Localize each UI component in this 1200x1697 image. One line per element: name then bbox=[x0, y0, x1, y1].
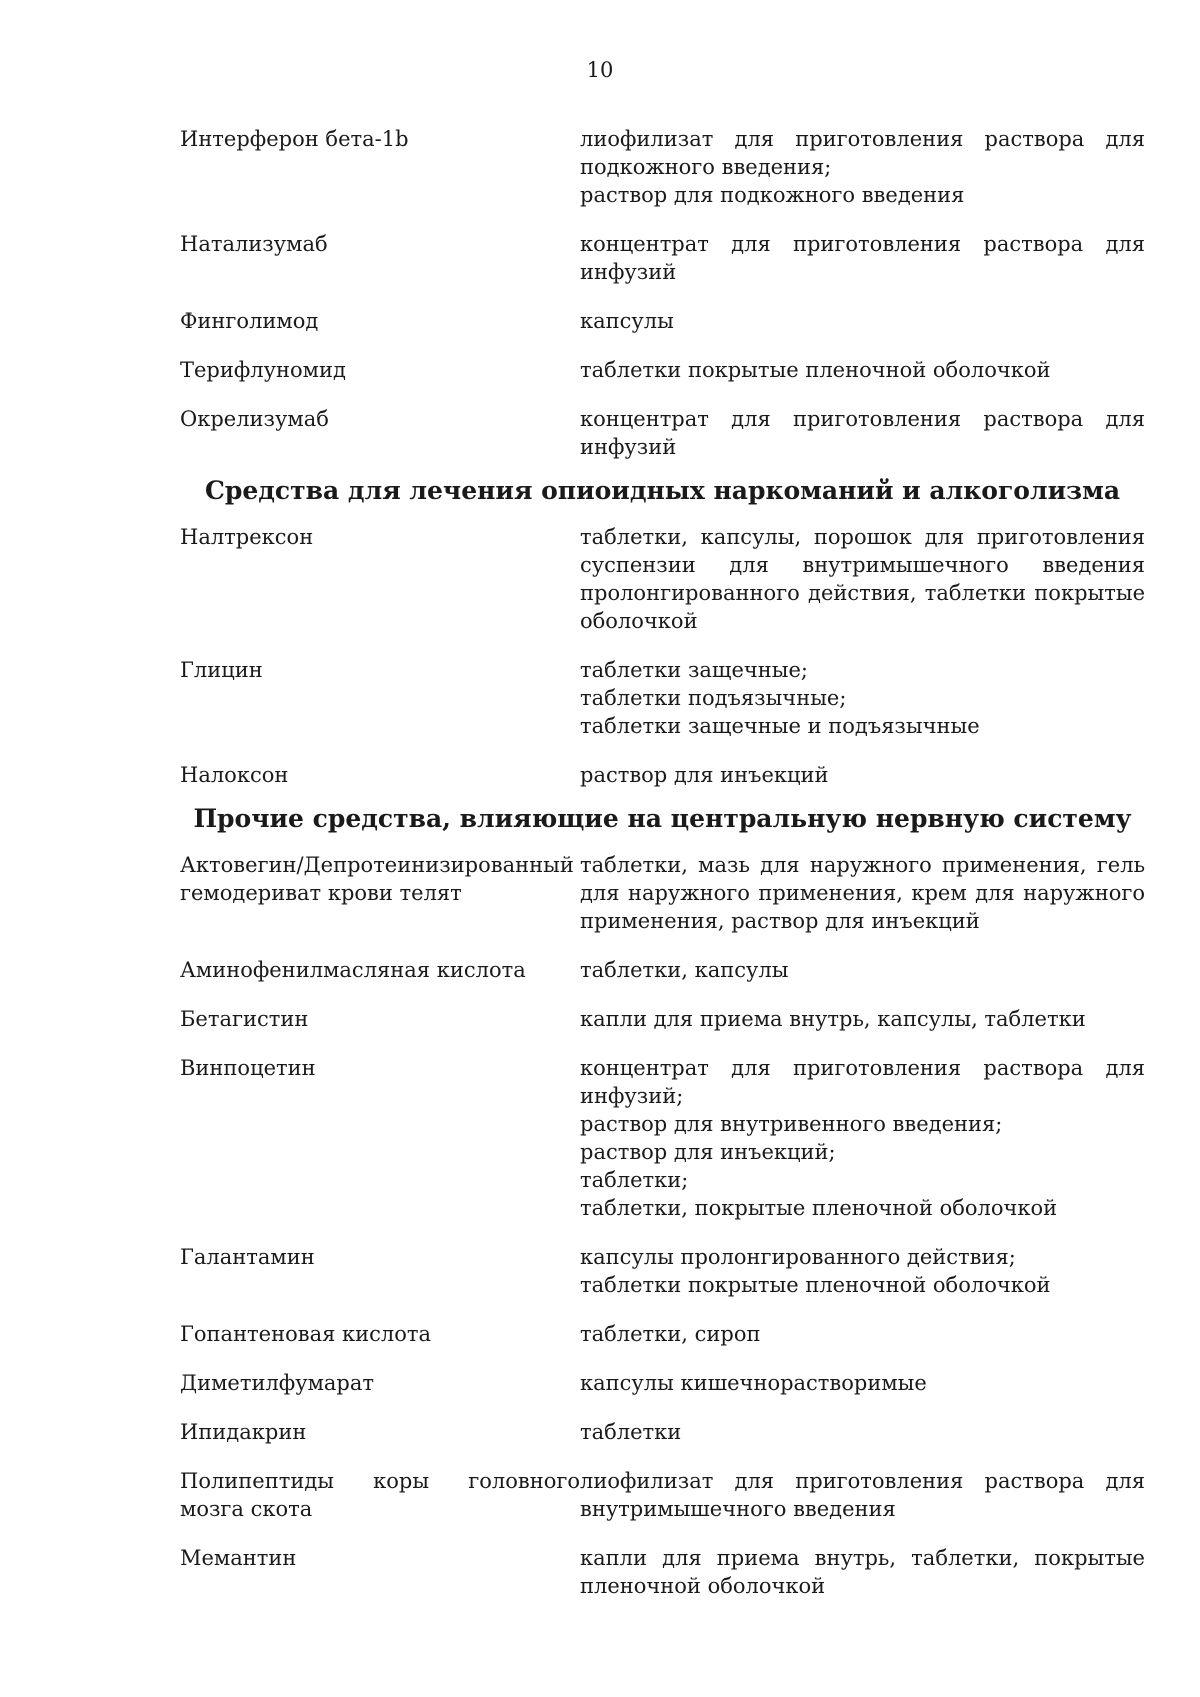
group-2 bbox=[180, 523, 1145, 789]
dosage-forms bbox=[580, 307, 1145, 335]
drug-row bbox=[180, 523, 1145, 635]
dosage-form-line: таблетки, сироп bbox=[580, 1322, 761, 1346]
dosage-forms bbox=[580, 230, 1145, 286]
dosage-form-line: таблетки bbox=[580, 1420, 682, 1444]
dosage-forms bbox=[580, 1054, 1145, 1222]
dosage-forms bbox=[580, 956, 1145, 984]
drug-row bbox=[180, 307, 1145, 335]
drug-row bbox=[180, 1243, 1145, 1299]
dosage-form-line: капсулы кишечнорастворимые bbox=[580, 1371, 927, 1395]
section-title-opioid: Средства для лечения опиоидных наркоманий и алкоголизма bbox=[204, 476, 1121, 505]
drug-row bbox=[180, 1467, 1145, 1523]
drug-name: Галантамин bbox=[180, 1245, 315, 1269]
dosage-form-line: капли для приема внутрь, капсулы, таблетки bbox=[580, 1007, 1086, 1031]
drug-list bbox=[180, 125, 1145, 1621]
dosage-form-line: таблетки подъязычные; bbox=[580, 686, 847, 710]
dosage-forms bbox=[580, 1243, 1145, 1299]
dosage-forms bbox=[580, 356, 1145, 384]
drug-row bbox=[180, 1369, 1145, 1397]
drug-name: Бетагистин bbox=[180, 1007, 309, 1031]
drug-row bbox=[180, 405, 1145, 461]
dosage-forms bbox=[580, 656, 1145, 740]
dosage-form-line: раствор для инъекций bbox=[580, 763, 829, 787]
drug-name: Ипидакрин bbox=[180, 1420, 307, 1444]
drug-row bbox=[180, 356, 1145, 384]
drug-name: Диметилфумарат bbox=[180, 1371, 375, 1395]
drug-row bbox=[180, 1005, 1145, 1033]
drug-row bbox=[180, 1544, 1145, 1600]
drug-name: Натализумаб bbox=[180, 232, 328, 256]
drug-row bbox=[180, 761, 1145, 789]
drug-row bbox=[180, 956, 1145, 984]
dosage-form-line: таблетки; bbox=[580, 1168, 689, 1192]
drug-name: Терифлуномид bbox=[180, 358, 346, 382]
dosage-form-line: концентрат для приготовления раствора для инфузий bbox=[580, 407, 1145, 459]
drug-name: Интерферон бета-1b bbox=[180, 127, 409, 151]
drug-row bbox=[180, 230, 1145, 286]
drug-row bbox=[180, 1320, 1145, 1348]
dosage-form-line: таблетки, покрытые пленочной оболочкой bbox=[580, 1196, 1058, 1220]
dosage-form-line: таблетки защечные; bbox=[580, 658, 808, 682]
dosage-form-line: таблетки покрытые пленочной оболочкой bbox=[580, 1273, 1051, 1297]
dosage-form-line: таблетки, капсулы, порошок для приготовления суспензии для внутримышечного введения пролонгированного действия, таблетки покрытые оболочкой bbox=[580, 525, 1145, 633]
dosage-form-line: таблетки, мазь для наружного применения, гель для наружного применения, крем для наружного применения, раствор для инъекций bbox=[580, 853, 1145, 933]
dosage-forms bbox=[580, 1369, 1145, 1397]
dosage-form-line: лиофилизат для приготовления раствора для подкожного введения; bbox=[580, 127, 1145, 179]
drug-name: Актовегин/Депротеинизированный гемодериват крови телят bbox=[180, 853, 574, 905]
dosage-form-line: капсулы bbox=[580, 309, 674, 333]
drug-row bbox=[180, 125, 1145, 209]
drug-row bbox=[180, 1418, 1145, 1446]
dosage-forms bbox=[580, 1544, 1145, 1600]
drug-name: Гопантеновая кислота bbox=[180, 1322, 432, 1346]
dosage-forms bbox=[580, 405, 1145, 461]
drug-name: Налоксон bbox=[180, 763, 289, 787]
dosage-form-line: лиофилизат для приготовления раствора для внутримышечного введения bbox=[580, 1469, 1145, 1521]
drug-row bbox=[180, 851, 1145, 935]
drug-row bbox=[180, 656, 1145, 740]
page-number: 10 bbox=[586, 58, 614, 82]
dosage-forms bbox=[580, 851, 1145, 935]
dosage-form-line: раствор для инъекций; bbox=[580, 1140, 836, 1164]
drug-name: Аминофенилмасляная кислота bbox=[180, 958, 526, 982]
dosage-form-line: капсулы пролонгированного действия; bbox=[580, 1245, 1016, 1269]
dosage-form-line: таблетки защечные и подъязычные bbox=[580, 714, 980, 738]
section-title-cns-other: Прочие средства, влияющие на центральную нервную систему bbox=[193, 804, 1132, 833]
dosage-forms bbox=[580, 761, 1145, 789]
dosage-form-line: концентрат для приготовления раствора для инфузий bbox=[580, 232, 1145, 284]
drug-name: Винпоцетин bbox=[180, 1056, 316, 1080]
dosage-forms bbox=[580, 1005, 1145, 1033]
dosage-form-line: капли для приема внутрь, таблетки, покрытые пленочной оболочкой bbox=[580, 1546, 1145, 1598]
dosage-form-line: таблетки покрытые пленочной оболочкой bbox=[580, 358, 1051, 382]
drug-name: Финголимод bbox=[180, 309, 319, 333]
drug-name: Мемантин bbox=[180, 1546, 297, 1570]
dosage-forms bbox=[580, 1467, 1145, 1523]
dosage-forms bbox=[580, 125, 1145, 209]
group-3 bbox=[180, 851, 1145, 1600]
drug-name: Глицин bbox=[180, 658, 263, 682]
group-1 bbox=[180, 125, 1145, 461]
dosage-form-line: раствор для подкожного введения bbox=[580, 183, 965, 207]
dosage-form-line: концентрат для приготовления раствора для инфузий; bbox=[580, 1056, 1145, 1108]
dosage-form-line: раствор для внутривенного введения; bbox=[580, 1112, 1003, 1136]
dosage-forms bbox=[580, 1320, 1145, 1348]
drug-name: Окрелизумаб bbox=[180, 407, 329, 431]
dosage-forms bbox=[580, 523, 1145, 635]
dosage-forms bbox=[580, 1418, 1145, 1446]
dosage-form-line: таблетки, капсулы bbox=[580, 958, 789, 982]
drug-name: Налтрексон bbox=[180, 525, 314, 549]
drug-name: Полипептиды коры головного мозга скота bbox=[180, 1469, 580, 1521]
drug-row bbox=[180, 1054, 1145, 1222]
